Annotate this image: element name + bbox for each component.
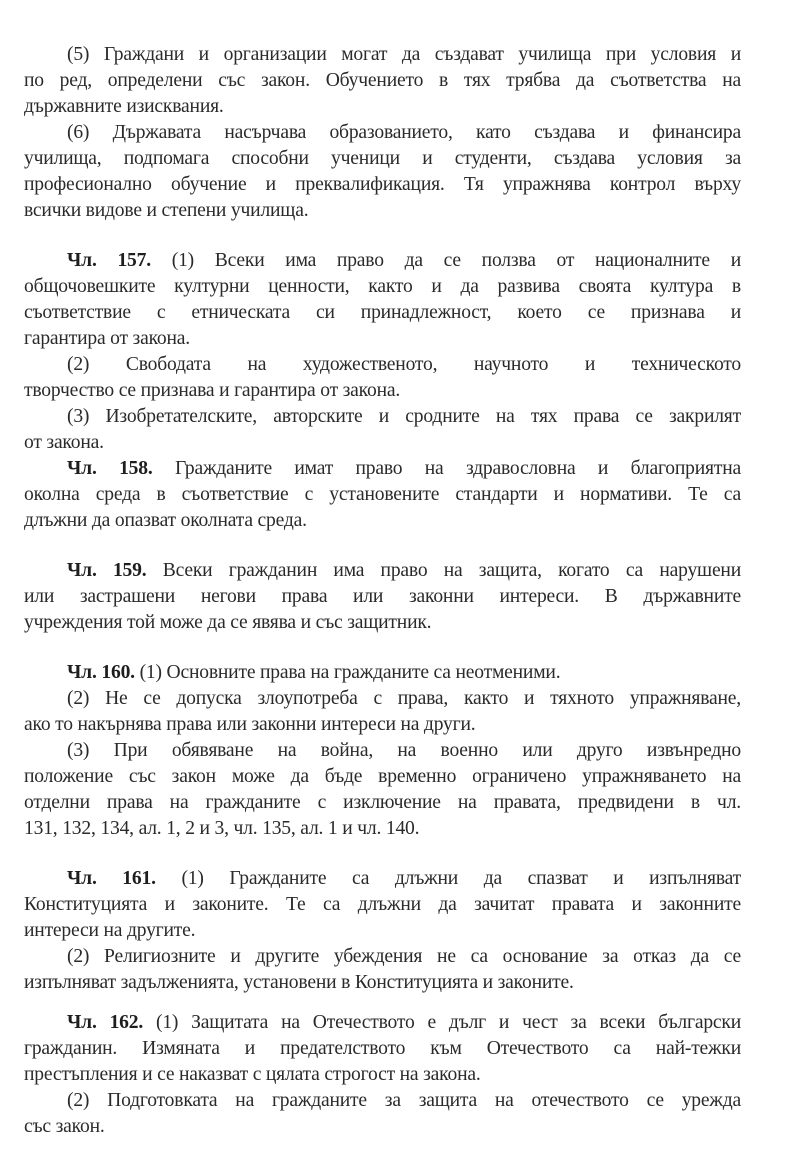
article-160-text: (1) Основните права на гражданите са неотменими. — [139, 662, 561, 683]
article-157-line: общочовешките културни ценности, както и да развива своята култура в — [24, 276, 741, 297]
article-158-line: околна среда в съответствие с установените стандарти и нормативи. Те са — [24, 484, 741, 505]
article-162-line: гражданин. Измяната и предателството към Отечеството са най-тежки — [24, 1038, 741, 1059]
article-161-line — [67, 866, 741, 892]
article-157-3-line: от закона. — [24, 432, 104, 453]
article-157-label: Чл. 157. — [67, 250, 151, 271]
paragraph-6-line: професионално обучение и преквалификация. Тя упражнява контрол върху — [24, 174, 741, 195]
article-160-3-line: отделни права на гражданите с изключение на правата, предвидени в чл. — [24, 792, 741, 813]
article-161-line: Конституцията и законите. Те са длъжни да зачитат правата и законните — [24, 894, 741, 915]
article-160-label: Чл. 160. — [67, 662, 135, 683]
article-162-line — [67, 1010, 741, 1036]
paragraph-5-line: (5) Граждани и организации могат да създават училища при условия и — [67, 44, 741, 65]
article-157-2-line: творчество се признава и гарантира от закона. — [24, 380, 401, 401]
article-162-text: (1) Защитата на Отечеството е дълг и чест за всеки български — [156, 1012, 742, 1033]
article-159-line: или застрашени негови права или законни интереси. В държавните — [24, 586, 741, 607]
article-160-3-line: положение със закон може да бъде временно ограничено упражняването на — [24, 766, 741, 787]
article-157-2-line: (2) Свободата на художественото, научното и техническото — [67, 354, 741, 375]
article-157-line — [67, 248, 741, 274]
article-159-line: учреждения той може да се явява и със защитник. — [24, 612, 432, 633]
article-161-2-line: (2) Религиозните и другите убеждения не са основание за отказ да се — [67, 946, 741, 967]
paragraph-5-line: по ред, определени със закон. Обучението в тях трябва да съответства на — [24, 70, 741, 91]
article-161-2-line: изпълняват задълженията, установени в Конституцията и законите. — [24, 972, 574, 993]
article-162-2-line: (2) Подготовката на гражданите за защита на отечеството се урежда — [67, 1090, 741, 1111]
paragraph-6-line: училища, подпомага способни ученици и студенти, създава условия за — [24, 148, 741, 169]
paragraph-6-line: (6) Държавата насърчава образованието, като създава и финансира — [67, 122, 741, 143]
article-161-label: Чл. 161. — [67, 868, 156, 889]
article-158-label: Чл. 158. — [67, 458, 153, 479]
article-162-2-line: със закон. — [24, 1116, 105, 1137]
article-157-line: съответствие с етническата си принадлежност, което се признава и — [24, 302, 741, 323]
paragraph-6-line: всички видове и степени училища. — [24, 200, 309, 221]
article-162-label: Чл. 162. — [67, 1012, 144, 1033]
article-157-line: гарантира от закона. — [24, 328, 190, 349]
article-160-2-line: (2) Не се допуска злоупотреба с права, както и тяхното упражняване, — [67, 688, 741, 709]
article-160-3-line: (3) При обявяване на война, на военно или друго извънредно — [67, 740, 741, 761]
article-157-3-line: (3) Изобретателските, авторските и сродните на тях права се закрилят — [67, 406, 741, 427]
article-162-line: престъпления и се наказват с цялата строгост на закона. — [24, 1064, 481, 1085]
article-159-label: Чл. 159. — [67, 560, 147, 581]
article-158-line: длъжни да опазват околната среда. — [24, 510, 307, 531]
article-160-3-line: 131, 132, 134, ал. 1, 2 и 3, чл. 135, ал. 1 и чл. 140. — [24, 818, 420, 839]
article-160-line — [67, 660, 741, 686]
article-160-2-line: ако то накърнява права или законни интереси на други. — [24, 714, 476, 735]
article-159-text: Всеки гражданин има право на защита, когато са нарушени — [162, 560, 742, 581]
article-161-text: (1) Гражданите са длъжни да спазват и изпълняват — [181, 868, 741, 889]
paragraph-5-line: държавните изисквания. — [24, 96, 224, 117]
article-158-text: Гражданите имат право на здравословна и благоприятна — [174, 458, 742, 479]
article-161-line: интереси на другите. — [24, 920, 196, 941]
article-158-line — [67, 456, 741, 482]
article-159-line — [67, 558, 741, 584]
article-157-text: (1) Всеки има право да се ползва от националните и — [171, 250, 741, 271]
